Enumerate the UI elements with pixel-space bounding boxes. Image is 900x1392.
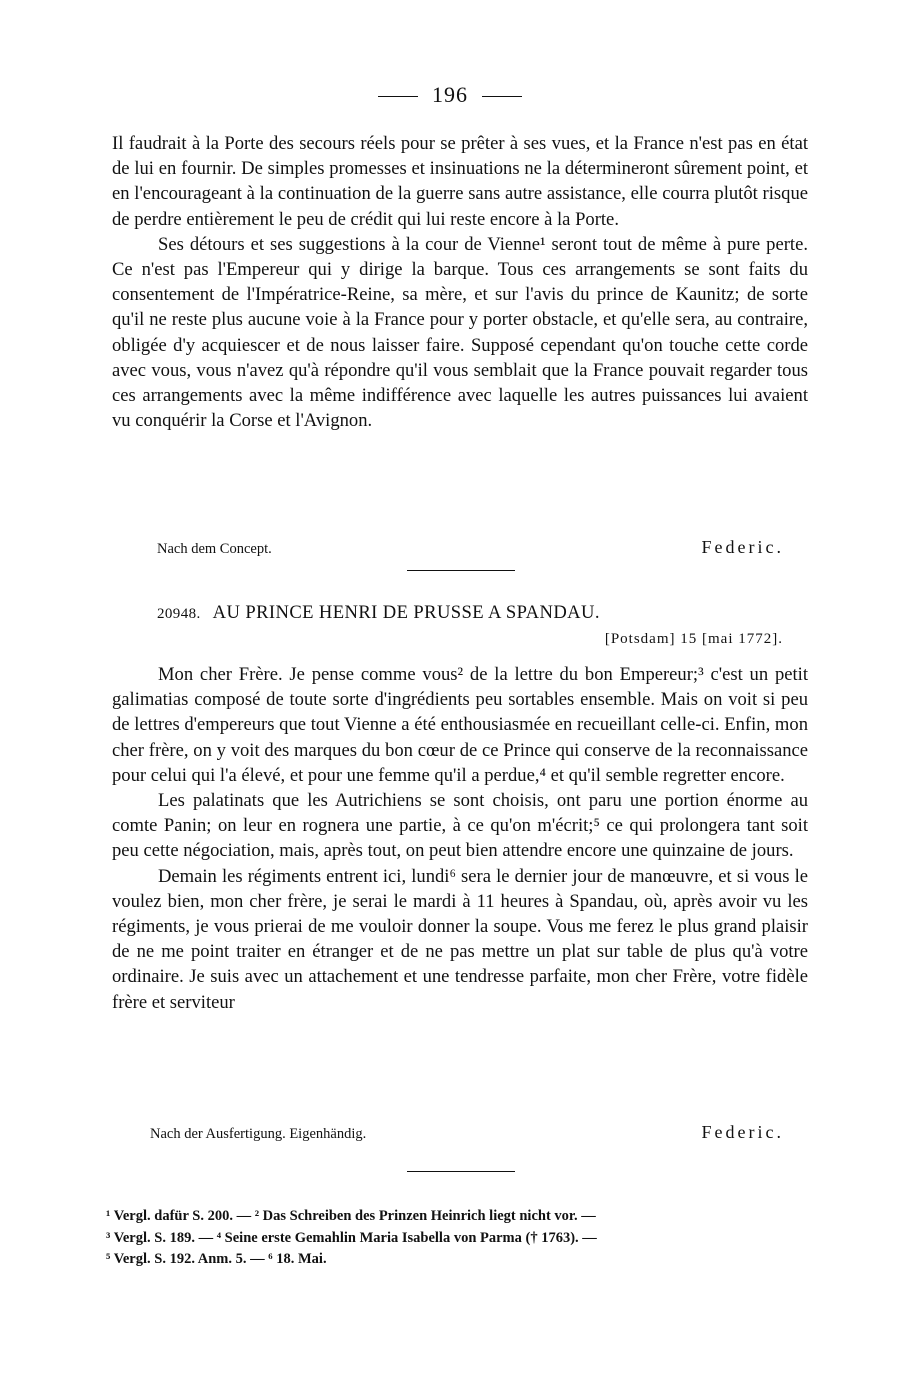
letter2-paragraph-2: Les palatinats que les Autrichiens se sont choisis, ont paru une portion énorme au comte Panin; on leur en rognera une partie, à ce qu'on m'écrit;⁵ ce qui prolongera tant soit peu cette négociation, mais, après tout, on peut bien attendre encore une quinzaine de jours.: [112, 790, 808, 862]
letter2-heading: [157, 602, 600, 624]
footnote-line-1: ¹ Vergl. dafür S. 200. — ² Das Schreiben des Prinzen Heinrich liegt nicht vor. —: [106, 1208, 596, 1224]
letter2-source-note: Nach der Ausfertigung. Eigenhändig.: [150, 1126, 367, 1142]
letter2-number: 20948.: [157, 606, 201, 622]
letter2-dateline: [Potsdam] 15 [mai 1772].: [604, 631, 783, 647]
letter2-paragraph-3: Demain les régiments entrent ici, lundi⁶ sera le dernier jour de manœuvre, et si vous le voulez bien, mon cher frère, je serai le mardi à 11 heures à Spandau, où, après avoir vu les régiments, je vous prierai de me vouloir donner la soupe. Vous me ferez le plus grand plaisir de ne me point traiter en étranger et de ne pas mettre un plat sur table de plus qu'à votre ordinaire. Je suis avec un attachement et une tendresse parfaite, mon cher Frère, votre fidèle frère et serviteur: [112, 865, 808, 1013]
footnote-line-2: ³ Vergl. S. 189. — ⁴ Seine erste Gemahlin Maria Isabella von Parma († 1763). —: [106, 1229, 597, 1246]
footnote-line-3: ⁵ Vergl. S. 192. Anm. 5. — ⁶ 18. Mai.: [106, 1251, 327, 1267]
letter2-title: AU PRINCE HENRI DE PRUSSE A SPANDAU.: [212, 602, 600, 623]
letter1-paragraph-1: Il faudrait à la Porte des secours réels pour se prêter à ses vues, et la France n'est pas en état de lui en fournir. De simples promesses et insinuations ne la détermineront sûrement point, et en l'encourageant à la continuation de la guerre sans autre assistance, elle courra plutôt risque de perdre entièrement le peu de crédit qui lui reste encore à la Porte.: [112, 133, 808, 230]
letter1-body: [112, 131, 808, 433]
letter2-body: [112, 662, 808, 1015]
footnotes: [106, 1206, 808, 1271]
page-number: 196: [432, 82, 468, 107]
letter1-source-note: Nach dem Concept.: [157, 541, 272, 557]
section-divider: [407, 570, 515, 571]
header-dash-right: [482, 96, 522, 97]
letter1-signature: Federic.: [701, 537, 784, 557]
footnote-divider: [407, 1171, 515, 1172]
letter2-paragraph-1: Mon cher Frère. Je pense comme vous² de la lettre du bon Empereur;³ c'est un petit galimatias composé de toute sorte d'ingrédients peu sortables ensemble. Mais on voit si peu de lettres d'empereurs que tout Vienne a été enthousiasmée en recueillant celle-ci. Enfin, mon cher frère, on y voit des marques du bon cœur de ce Prince qui conserve de la reconnaissance pour celui qui l'a élevé, et pour une femme qu'il a perdue,⁴ et qu'il semble regretter encore.: [112, 664, 808, 786]
letter2-signature: Federic.: [701, 1122, 784, 1142]
header-dash-left: [378, 96, 418, 97]
page-header: [0, 82, 900, 108]
letter1-paragraph-2: Ses détours et ses suggestions à la cour de Vienne¹ seront tout de même à pure perte. Ce n'est pas l'Empereur qui y dirige la barque. Tous ces arrangements se sont faits du consentement de l'Impératrice-Reine, sa mère, et sur l'avis du prince de Kaunitz; de sorte qu'il ne reste plus aucune voie à la France pour y porter obstacle, et qu'elle sera, au contraire, obligée d'y acquiescer et de nous laisser faire. Supposé cependant qu'on touche cette corde avec vous, vous n'avez qu'à répondre qu'il vous semblait que la France pouvait regarder tous ces arrangements avec la même indifférence avec laquelle les autres puissances lui avaient vu conquérir la Corse et l'Avignon.: [112, 233, 808, 432]
